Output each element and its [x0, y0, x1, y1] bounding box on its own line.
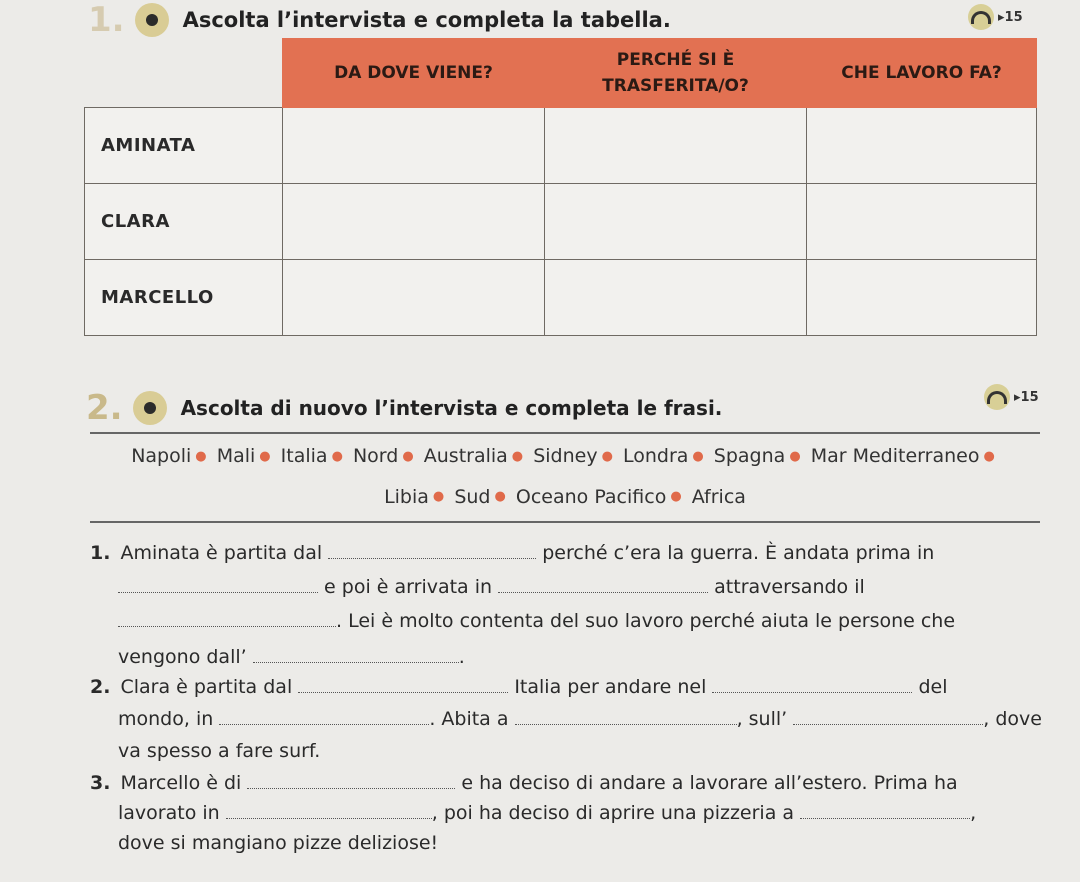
word: Nord [352, 445, 399, 467]
sentence-text: va spesso a fare surf. [118, 740, 321, 762]
audio-track-badge[interactable] [968, 4, 1023, 30]
sentence-2-line-1 [90, 674, 948, 698]
table-header-row [85, 39, 1037, 108]
listening-icon [133, 391, 167, 425]
sentence-text: dove si mangiano pizze deliziose! [118, 832, 439, 854]
sentence-text: , sull’ [736, 708, 788, 730]
blank-field[interactable] [793, 706, 983, 725]
sentence-text: e ha deciso di andare a lavorare all’estero. Prima ha [461, 772, 958, 794]
track-number: 15 [1004, 9, 1023, 25]
sentence-text: attraversando il [714, 576, 865, 598]
bullet-icon: ● [789, 448, 801, 464]
sentence-1-line-1 [90, 540, 934, 564]
exercise-1-header [88, 0, 671, 40]
track-number: 15 [1020, 389, 1039, 405]
sentence-text: perché c’era la guerra. È andata prima in [542, 542, 935, 564]
bullet-icon: ● [432, 489, 445, 504]
word-bank-line-2 [90, 477, 1040, 518]
bullet-icon: ● [259, 448, 271, 464]
sentence-number: 3. [90, 772, 111, 794]
blank-field[interactable] [800, 800, 970, 819]
bullet-icon: ● [670, 489, 682, 504]
sentence-text: . [458, 646, 465, 668]
bullet-icon: ● [692, 448, 704, 464]
header-reason: PERCHÉ SI È TRASFERITA/O? [545, 39, 807, 108]
sentence-1-line-2 [118, 574, 865, 598]
table-row [85, 260, 1037, 336]
header-origin: DA DOVE VIENE? [283, 39, 545, 108]
bullet-icon: ● [494, 489, 506, 504]
sentence-3-line-1 [90, 770, 958, 794]
sentence-text: . Abita a [429, 708, 509, 730]
exercise-number: 2. [86, 388, 123, 428]
bullet-icon: ● [331, 448, 343, 464]
sentence-text: e poi è arrivata in [324, 576, 493, 598]
table-cell[interactable] [545, 184, 807, 260]
sentence-text: mondo, in [118, 708, 214, 730]
sentence-number: 1. [90, 542, 111, 564]
row-label-clara: CLARA [85, 184, 283, 260]
word: Australia [423, 445, 508, 467]
sentence-1-line-4 [118, 644, 465, 668]
answer-table [84, 38, 1037, 336]
word: Mar Mediterraneo [810, 445, 980, 467]
sentence-text: lavorato in [118, 802, 220, 824]
table-cell[interactable] [545, 108, 807, 184]
word: Libia [384, 485, 429, 508]
blank-field[interactable] [328, 540, 536, 559]
blank-field[interactable] [253, 644, 459, 663]
table-cell[interactable] [545, 260, 807, 336]
sentence-text: vengono dall’ [118, 646, 247, 668]
word: Oceano Pacifico [515, 485, 667, 508]
sentence-3-line-2 [118, 800, 976, 824]
sentence-text: del [918, 676, 948, 698]
word-bank [90, 432, 1040, 523]
header-job: CHE LAVORO FA? [807, 39, 1037, 108]
sentence-text: , dove [983, 708, 1042, 730]
blank-field[interactable] [298, 674, 508, 693]
table-row [85, 108, 1037, 184]
headphones-icon [984, 384, 1010, 410]
blank-field[interactable] [219, 706, 429, 725]
table-corner [85, 39, 283, 108]
play-icon: ▸ [998, 9, 1005, 25]
table-cell[interactable] [807, 260, 1037, 336]
table-cell[interactable] [807, 184, 1037, 260]
bullet-icon: ● [601, 448, 613, 464]
sentence-1-line-3 [118, 608, 955, 632]
sentence-2-line-3 [118, 740, 320, 762]
sentence-text: Clara è partita dal [120, 676, 293, 698]
blank-field[interactable] [498, 574, 708, 593]
sentence-2-line-2 [118, 706, 1042, 730]
sentence-number: 2. [90, 676, 111, 698]
word: Sud [454, 485, 491, 508]
headphones-icon [968, 4, 994, 30]
word: Italia [280, 445, 328, 467]
exercise-number: 1. [88, 0, 125, 40]
sentence-text: , [970, 802, 977, 824]
word-bank-line-1 [90, 436, 1040, 477]
table-cell[interactable] [283, 108, 545, 184]
word: Napoli [131, 445, 192, 467]
sentence-text: Italia per andare nel [514, 676, 707, 698]
blank-field[interactable] [712, 674, 912, 693]
sentence-text: . Lei è molto contenta del suo lavoro perché aiuta le persone che [336, 610, 956, 632]
exercise-2-header [86, 388, 722, 428]
exercise-title: Ascolta di nuovo l’intervista e completa le frasi. [180, 396, 723, 420]
bullet-icon: ● [195, 448, 207, 464]
listening-icon [135, 3, 169, 37]
sentence-text: Marcello è di [120, 772, 242, 794]
bullet-icon: ● [402, 448, 414, 464]
bullet-icon: ● [511, 448, 524, 464]
blank-field[interactable] [226, 800, 432, 819]
word: Sidney [533, 445, 598, 467]
table-cell[interactable] [283, 260, 545, 336]
word: Londra [622, 445, 689, 467]
word: Africa [691, 485, 746, 508]
exercise-title: Ascolta l’intervista e completa la tabella. [182, 8, 671, 32]
bullet-icon: ● [983, 448, 995, 464]
word: Spagna [713, 445, 786, 467]
table-cell[interactable] [283, 184, 545, 260]
sentence-3-line-3 [118, 832, 438, 854]
table-row [85, 184, 1037, 260]
table-cell[interactable] [807, 108, 1037, 184]
word: Mali [216, 445, 256, 467]
audio-track-badge[interactable] [984, 384, 1039, 410]
blank-field[interactable] [118, 574, 318, 593]
row-label-aminata: AMINATA [85, 108, 283, 184]
blank-field[interactable] [247, 770, 455, 789]
sentence-text: Aminata è partita dal [120, 542, 323, 564]
blank-field[interactable] [118, 608, 336, 627]
play-icon: ▸ [1014, 389, 1021, 405]
row-label-marcello: MARCELLO [85, 260, 283, 336]
sentence-text: , poi ha deciso di aprire una pizzeria a [431, 802, 795, 824]
blank-field[interactable] [515, 706, 737, 725]
